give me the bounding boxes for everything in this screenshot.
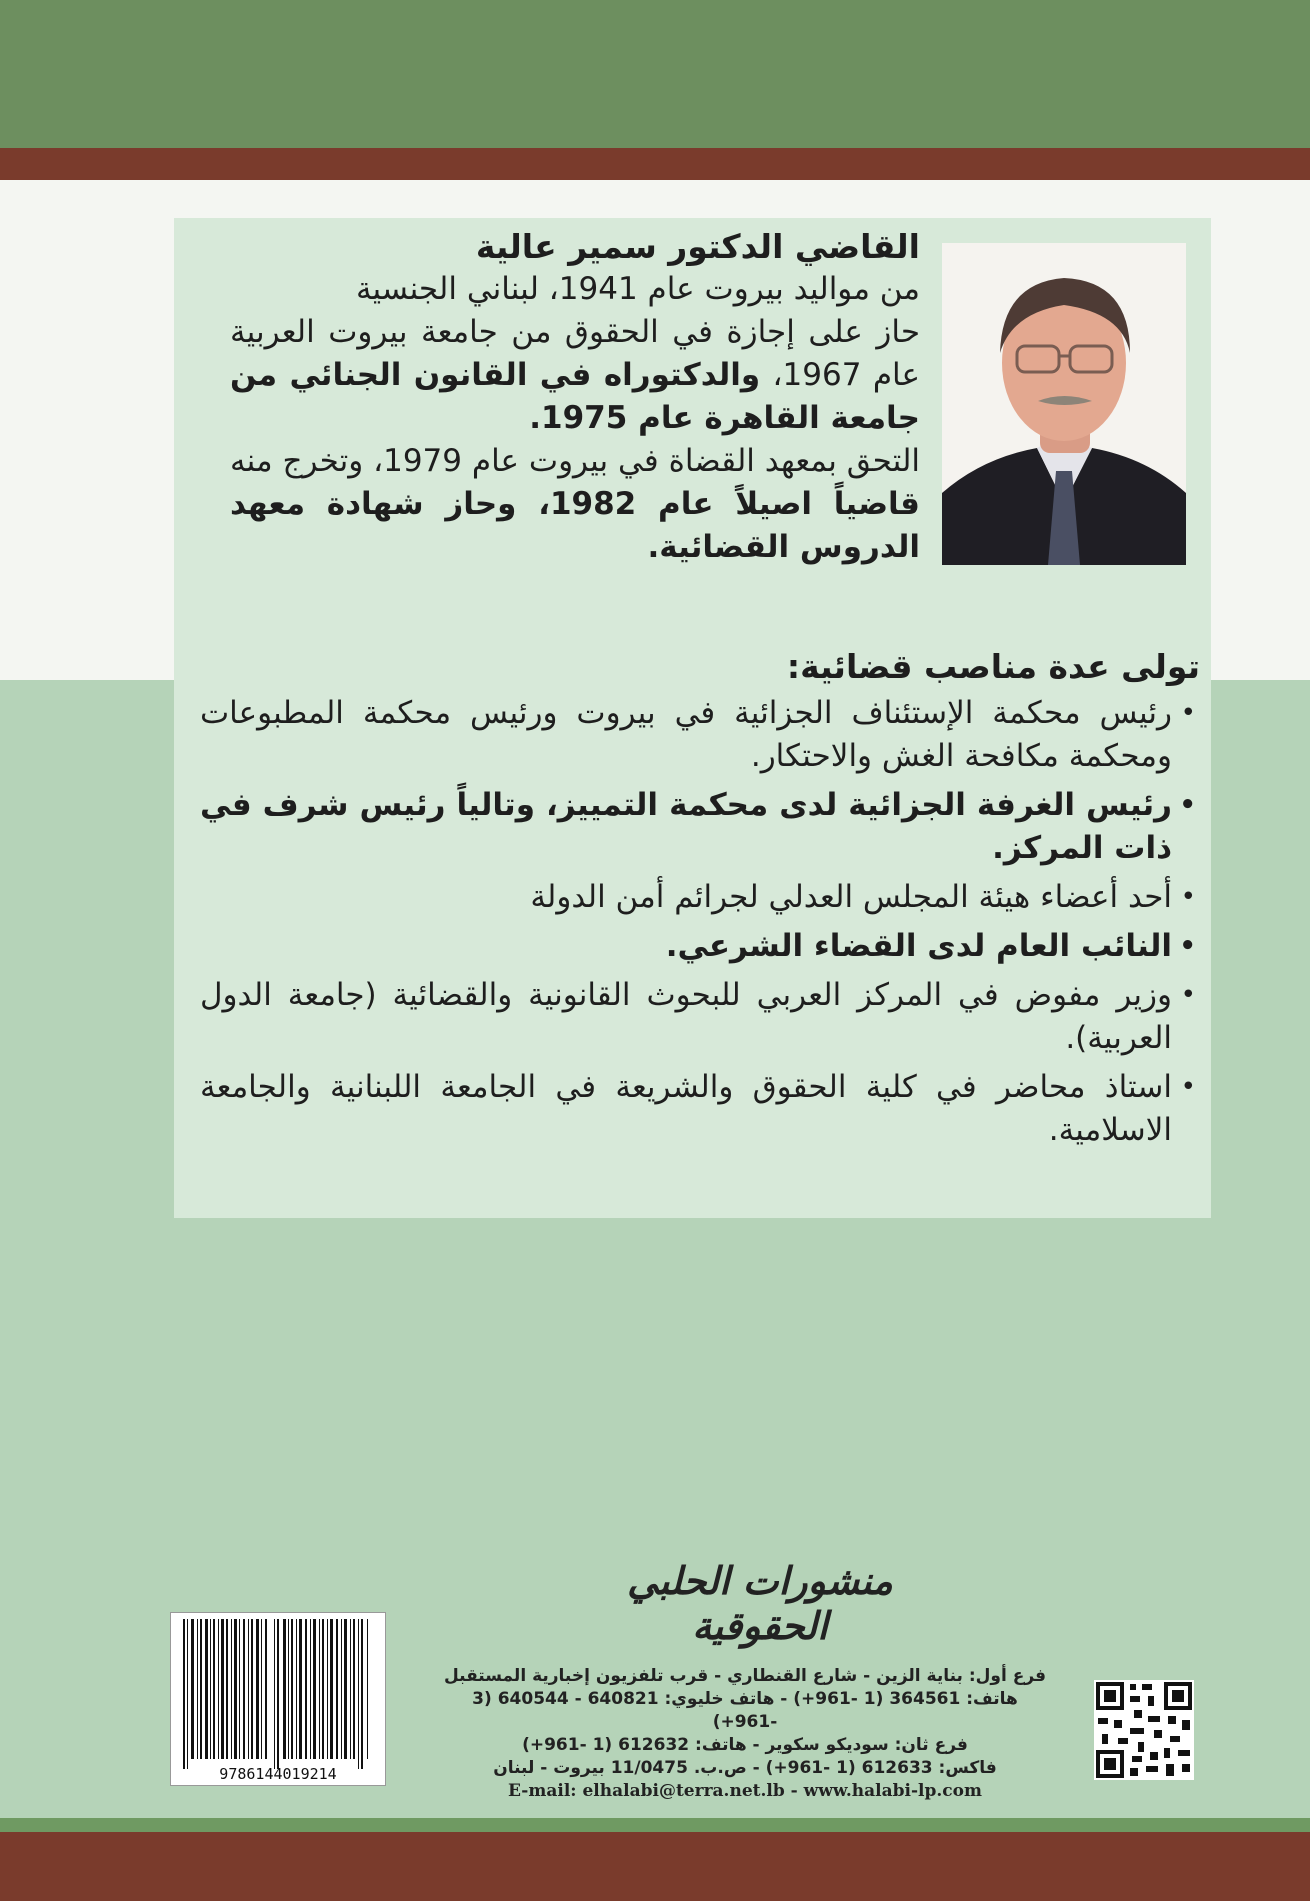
publisher-address: [440, 1665, 1050, 1803]
post-text: رئيس محكمة الإستئناف الجزائية في بيروت ورئيس محكمة المطبوعات ومحكمة مكافحة الغش والاحتكار.: [200, 695, 1172, 774]
bullet-icon: •: [1180, 980, 1196, 1010]
bottom-brown-band: [0, 1832, 1310, 1901]
post-text: استاذ محاضر في كلية الحقوق والشريعة في الجامعة اللبنانية والجامعة الاسلامية.: [200, 1069, 1172, 1148]
bottom-green-stripe: [0, 1818, 1310, 1832]
list-item: [200, 925, 1200, 968]
bullet-icon: •: [1179, 790, 1196, 820]
bio-judicial-career: [230, 440, 920, 569]
author-biography: [230, 225, 920, 569]
publisher-email-website: E-mail: elhalabi@terra.net.lb - www.halabi-lp.com: [508, 1781, 982, 1801]
bio-institute-text: التحق بمعهد القضاة في بيروت عام 1979، وتخرج منه: [230, 443, 920, 479]
list-item: [200, 784, 1200, 870]
top-cover-band: [0, 0, 1310, 152]
fax-and-po-box: فاكس: 612633 (1 -961+) - ص.ب. 11/0475 بيروت - لبنان: [493, 1758, 997, 1778]
author-photo: [942, 243, 1186, 565]
branch-one: فرع أول: بناية الزين - شارع القنطاري - قرب تلفزيون إخبارية المستقبل: [443, 1666, 1047, 1686]
bullet-icon: •: [1180, 1072, 1196, 1102]
qr-code-icon: [1094, 1680, 1194, 1780]
bio-birth-line: من مواليد بيروت عام 1941، لبناني الجنسية: [355, 271, 920, 307]
post-text: رئيس الغرفة الجزائية لدى محكمة التمييز، وتالياً رئيس شرف في ذات المركز.: [200, 787, 1172, 866]
post-text: النائب العام لدى القضاء الشرعي.: [665, 928, 1172, 964]
bio-education-text: حاز على إجازة في الحقوق من جامعة بيروت العربية عام 1967،: [230, 314, 920, 393]
list-item: [200, 974, 1200, 1060]
publisher-logo: منشورات الحلبي الحقوقية: [627, 1558, 893, 1648]
list-item: [200, 876, 1200, 919]
bullet-icon: •: [1180, 698, 1196, 728]
bio-doctorate: والدكتوراه في القانون الجنائي من جامعة القاهرة عام 1975.: [230, 357, 920, 436]
isbn-barcode: [170, 1612, 386, 1786]
post-text: وزير مفوض في المركز العربي للبحوث القانونية والقضائية (جامعة الدول العربية).: [200, 977, 1172, 1056]
bio-education: [230, 311, 920, 440]
posts-heading: تولى عدة مناصب قضائية:: [786, 647, 1200, 686]
author-name: القاضي الدكتور سمير عالية: [475, 227, 920, 266]
bullet-icon: •: [1179, 931, 1196, 961]
author-portrait-icon: [942, 243, 1186, 565]
bio-judge-appointment: قاضياً اصيلاً عام 1982، وحاز شهادة معهد الدروس القضائية.: [230, 486, 920, 565]
top-brown-stripe: [0, 148, 1310, 180]
branch-one-phones: هاتف: 364561 (1 -961+) - هاتف خليوي: 640821 - 640544 (3 -961+): [472, 1689, 1018, 1732]
judicial-posts: [200, 645, 1200, 1158]
post-text: أحد أعضاء هيئة المجلس العدلي لجرائم أمن الدولة: [530, 879, 1172, 915]
qr-code: [1094, 1680, 1194, 1780]
bullet-icon: •: [1180, 882, 1196, 912]
list-item: [200, 692, 1200, 778]
isbn-number: 9786144019214: [219, 1765, 337, 1783]
list-item: [200, 1066, 1200, 1152]
barcode-icon: [171, 1613, 385, 1785]
branch-two: فرع ثان: سوديكو سكوير - هاتف: 612632 (1 -961+): [522, 1735, 968, 1755]
posts-list: [200, 692, 1200, 1152]
